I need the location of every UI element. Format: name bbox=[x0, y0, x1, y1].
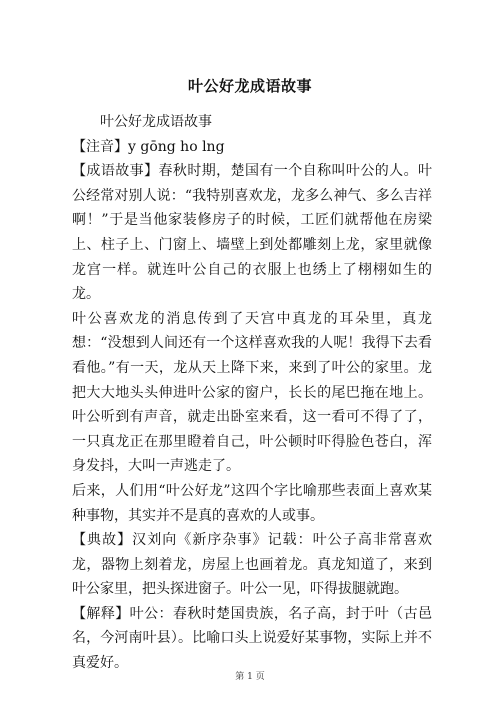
story-paragraph-2: 叶公喜欢龙的消息传到了天宫中真龙的耳朵里，真龙想：“没想到人间还有一个这样喜欢我的人呢！我得下去看看他。”有一天，龙从天上降下来，来到了叶公的家里。龙把大大地头头伸进叶公家的窗户，长长的尾巴拖在地上。叶公听到有声音，就走出卧室来看，这一看可不得了了，一只真龙正在那里瞪着自己，叶公顿时吓得脸色苍白，浑身发抖，大叫一声逃走了。 bbox=[72, 310, 432, 475]
page-number: 第 1 页 bbox=[235, 672, 265, 682]
allusion-paragraph: 【典故】汉刘向《新序杂事》记载：叶公子高非常喜欢龙，器物上刻着龙，房屋上也画着龙。真龙知道了，来到叶公家里，把头探进窗子。叶公一见，吓得拔腿就跑。 bbox=[72, 532, 432, 598]
explanation-paragraph: 【解释】叶公：春秋时楚国贵族，名子高，封于叶（古邑名，今河南叶县）。比喻口头上说爱好某事物，实际上并不真爱好。 bbox=[72, 605, 432, 672]
document-body bbox=[72, 110, 432, 676]
meaning-paragraph: 后来，人们用“叶公好龙”这四个字比喻那些表面上喜欢某种事物，其实并不是真的喜欢的人或事。 bbox=[72, 482, 432, 524]
document-title: 叶公好龙成语故事 bbox=[187, 77, 312, 95]
subtitle-paragraph: 叶公好龙成语故事 bbox=[100, 114, 212, 130]
pronunciation-paragraph: 【注音】y gōng ho lng bbox=[72, 138, 225, 155]
story-paragraph-1: 【成语故事】春秋时期，楚国有一个自称叫叶公的人。叶公经常对别人说：“我特别喜欢龙，龙多么神气、多么吉祥啊！”于是当他家装修房子的时候，工匠们就帮他在房梁上、柱子上、门窗上、墙壁上到处都雕刻上龙，家里就像龙宫一样。就连叶公自己的衣服上也绣上了栩栩如生的龙。 bbox=[72, 163, 432, 303]
